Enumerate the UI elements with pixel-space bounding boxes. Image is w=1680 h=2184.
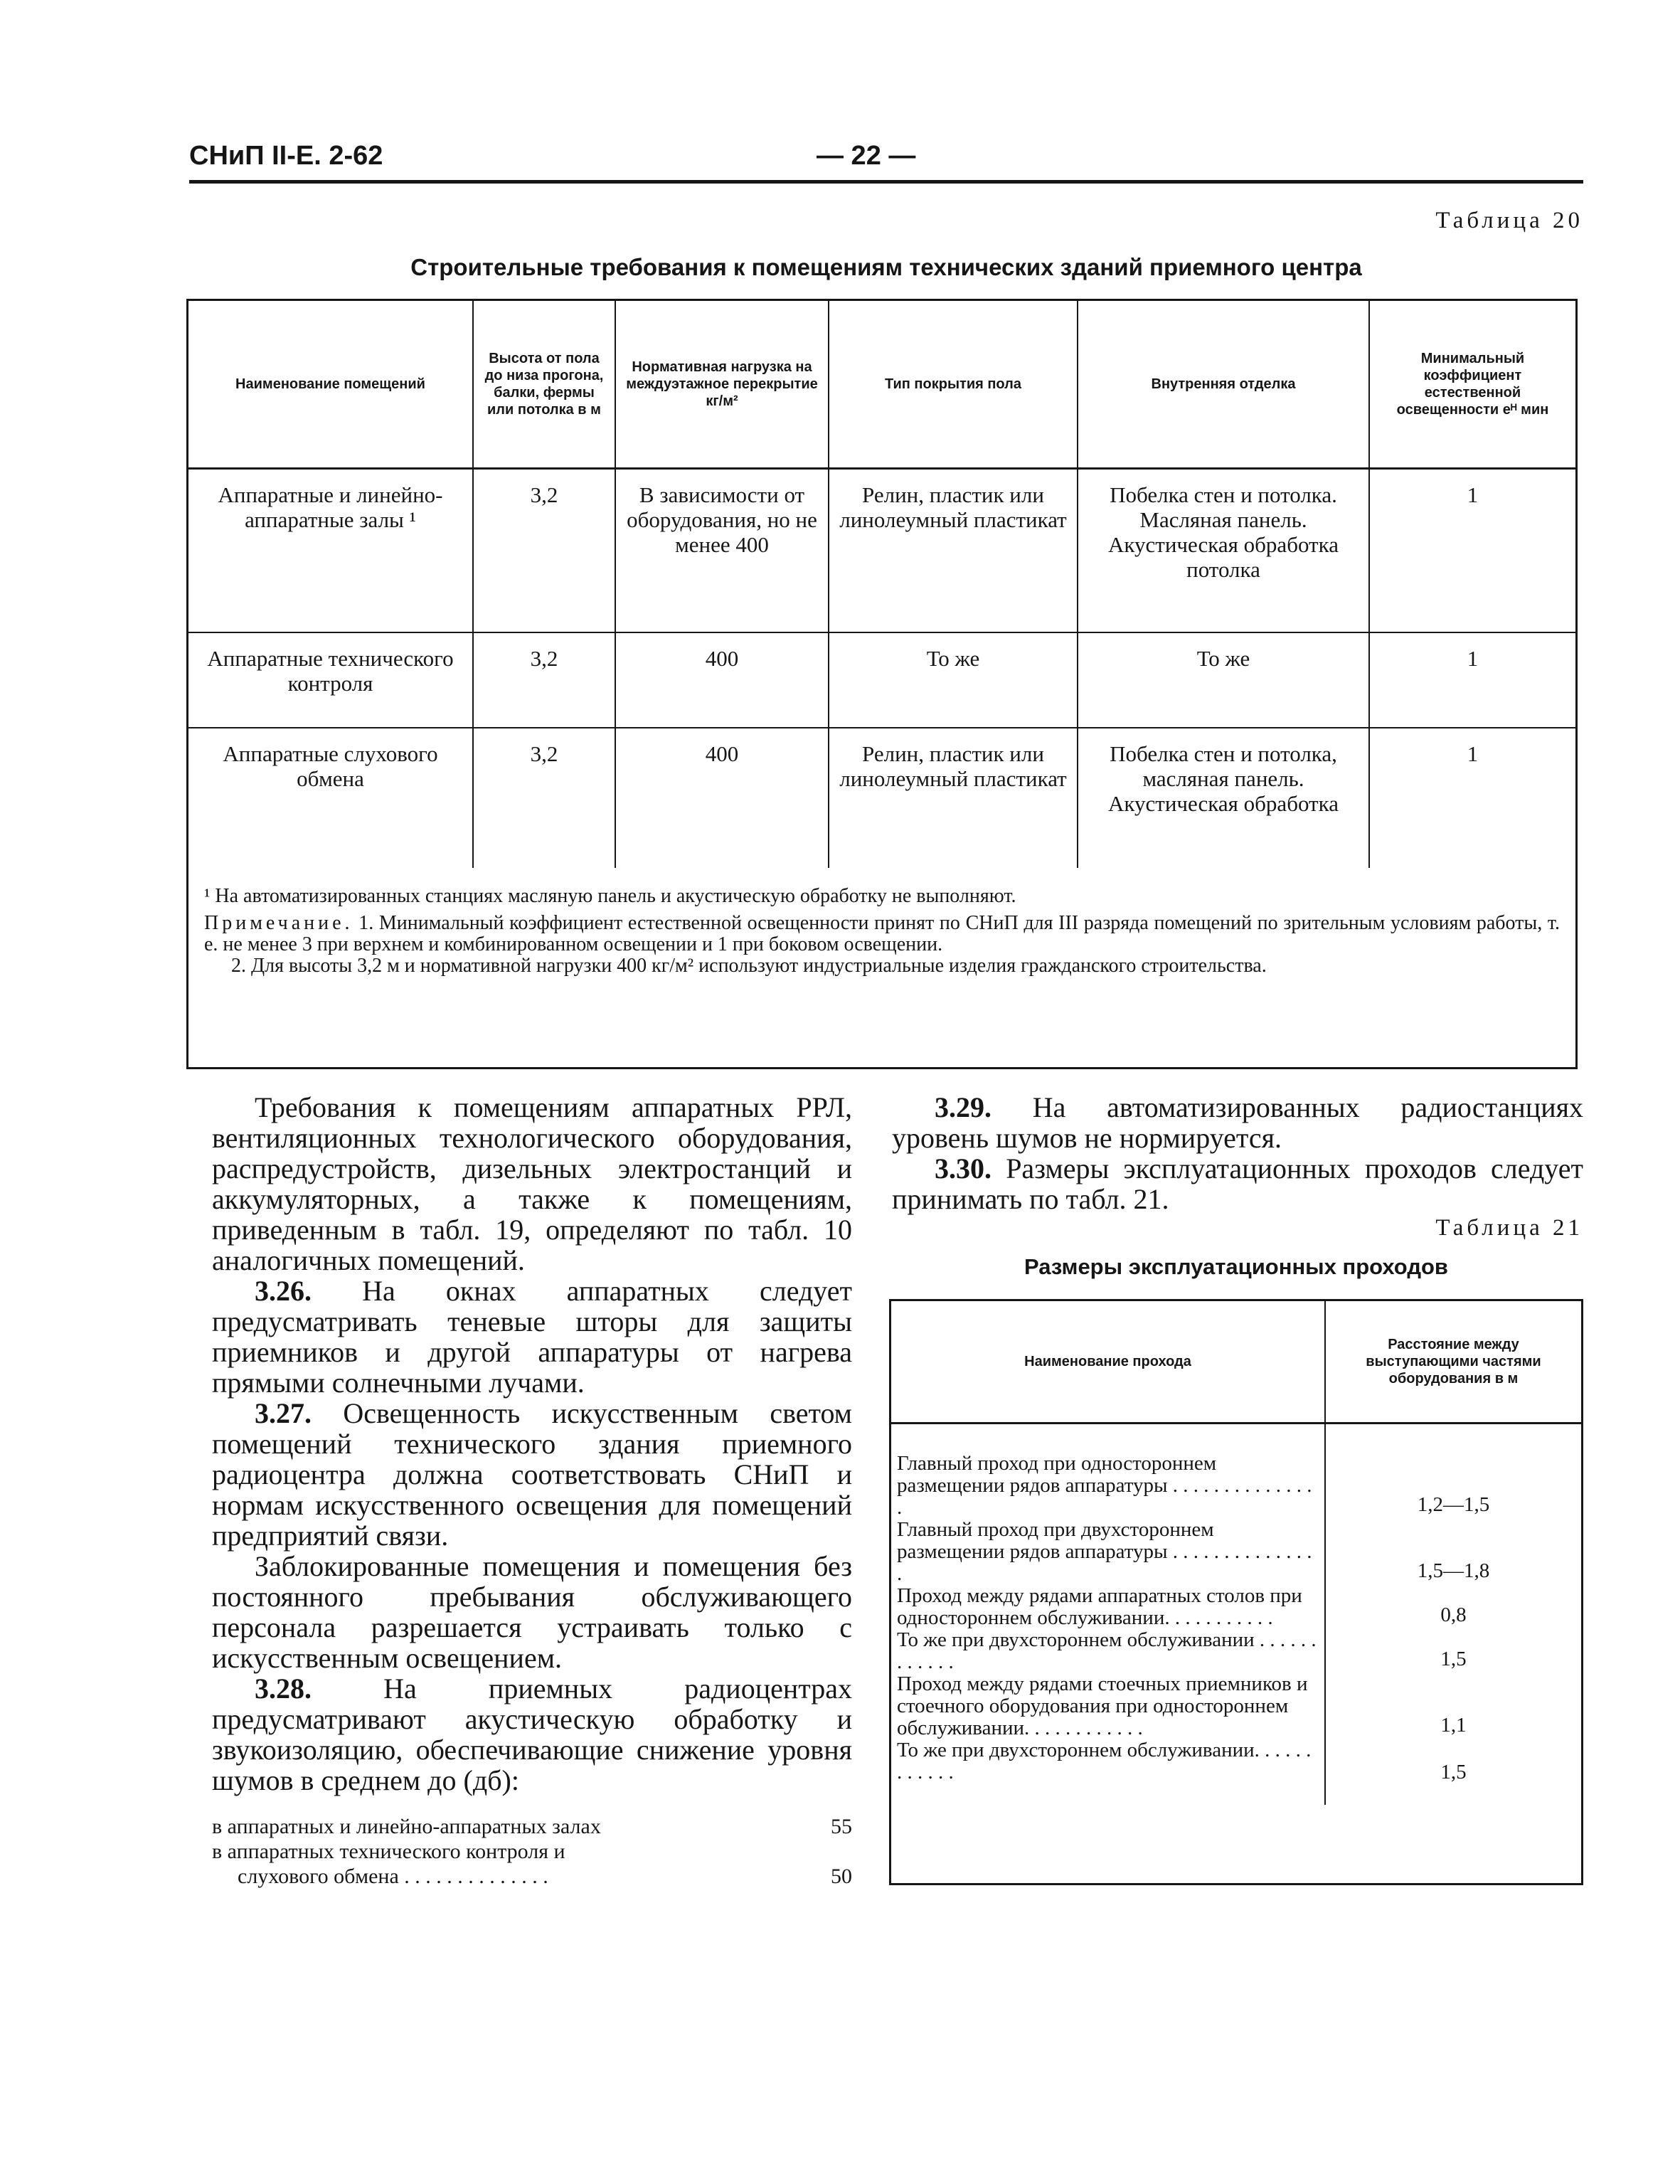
list-item-label: слухового обмена . . . . . . . . . . . . . . [238, 1865, 548, 1888]
table-cell: 3,2 [473, 632, 615, 728]
table-cell: 1,1 [1325, 1673, 1581, 1739]
clause-number: 3.28. [255, 1673, 312, 1705]
list-item-label: в аппаратных и линейно-аппаратных залах [212, 1815, 601, 1838]
table-cell: 0,8 [1325, 1585, 1581, 1629]
table20-header-cell: Нормативная нагрузка на междуэтажное перекрытие кг/м² [615, 301, 829, 469]
table-row [188, 728, 1575, 868]
table20 [188, 301, 1575, 868]
clause-text: На автоматизированных радиостанциях уровень шумов не нормируется. [892, 1091, 1584, 1154]
table-row [188, 469, 1575, 633]
table21-title: Размеры эксплуатационных проходов [1024, 1254, 1448, 1279]
table21 [891, 1301, 1581, 1805]
paragraph-3-27 [212, 1398, 852, 1551]
table20-note2: 2. Для высоты 3,2 м и нормативной нагрузки 400 кг/м² используют индустриальные изделия гражданского строительства. [231, 955, 1267, 977]
paragraph: Требования к помещениям аппаратных РРЛ, вентиляционных технологического оборудования, распредустройств, дизельных электростанций и аккумуляторных, а также к помещениям, приведенным в табл. 19, определяют по табл. 10 аналогичных помещений. [212, 1091, 852, 1276]
table20-header-cell: Высота от пола до низа прогона, балки, фермы или потолка в м [473, 301, 615, 469]
table-cell: 1,5 [1325, 1739, 1581, 1805]
table20-header-row [188, 301, 1575, 469]
table-cell: 400 [615, 632, 829, 728]
table-row [891, 1519, 1581, 1585]
table-cell: Побелка стен и потолка. Масляная панель. Акустическая обработка потолка [1078, 469, 1369, 633]
table-cell: Проход между рядами аппаратных столов при одностороннем обслуживании. . . . . . . . . . . [897, 1584, 1302, 1629]
table-cell: То же [1078, 632, 1369, 728]
table-cell: 3,2 [473, 469, 615, 633]
clause-number: 3.30. [935, 1152, 991, 1184]
paragraph-3-26 [212, 1276, 852, 1398]
table-cell: Побелка стен и потолка, масляная панель. Акустическая обработка [1078, 728, 1369, 868]
table21-header-cell: Наименование прохода [891, 1301, 1325, 1424]
table20-header-cell: Тип покрытия пола [829, 301, 1078, 469]
table-cell: 1 [1369, 632, 1575, 728]
note1-text: 1. Минимальный коэффициент естественной освещенности принят по СНиП для III разряда помещений по зрительным условиям работы, т. е. не менее 3 при верхнем и комбинированном освещении и 1 при боковом освещении. [204, 912, 1560, 955]
table-row [891, 1585, 1581, 1629]
paragraph-3-29 [892, 1092, 1583, 1153]
table-row [891, 1424, 1581, 1520]
clause-number: 3.26. [255, 1275, 312, 1307]
table20-note1 [204, 913, 1560, 955]
list-item [212, 1814, 852, 1839]
paragraph-3-30 [892, 1153, 1583, 1214]
paragraph-3-28 [212, 1673, 852, 1796]
table-cell: Аппаратные слухового обмена [223, 741, 438, 791]
list-item-label: в аппаратных технического контроля и [212, 1840, 565, 1863]
table-cell: 1,5 [1325, 1629, 1581, 1673]
list-item [212, 1839, 852, 1864]
table-cell: 1 [1369, 728, 1575, 868]
list-item-value: 50 [831, 1865, 852, 1888]
table-cell: Главный проход при одностороннем размещении рядов аппаратуры . . . . . . . . . . . . . . . [897, 1452, 1312, 1519]
table20-title: Строительные требования к помещениям технических зданий приемного центра [410, 254, 1362, 280]
table21-frame [889, 1299, 1583, 1885]
table-row [891, 1673, 1581, 1739]
table-cell: Проход между рядами стоечных приемников и стоечного оборудования при одностороннем обслуживании. . . . . . . . . . . . [897, 1673, 1308, 1739]
table-cell: То же [829, 632, 1078, 728]
noise-levels-list [212, 1814, 852, 1889]
table20-label: Таблица 20 [1435, 208, 1583, 233]
table-cell: 1,5—1,8 [1325, 1519, 1581, 1585]
table-cell: Релин, пластик или линолеумный пластикат [829, 728, 1078, 868]
table-cell: Релин, пластик или линолеумный пластикат [829, 469, 1078, 633]
table-row [891, 1629, 1581, 1673]
clause-text: Освещенность искусственным светом помещений технического здания приемного радиоцентра должна соответствовать СНиП и нормам искусственного освещения для помещений предприятий связи. [212, 1397, 852, 1552]
table-cell: 1,2—1,5 [1325, 1424, 1581, 1520]
note-label: Примечание. [204, 912, 353, 934]
table-cell: То же при двухстороннем обслуживании . . . . . . . . . . . . [897, 1628, 1317, 1673]
table20-footnote: ¹ На автоматизированных станциях масляную панель и акустическую обработку не выполняют. [204, 885, 1016, 907]
table-cell: Аппаратные технического контроля [188, 632, 473, 728]
page-number: — 22 — [817, 141, 916, 171]
clause-text: На окнах аппаратных следует предусматривать теневые шторы для защиты приемников и другой аппаратуры от нагрева прямыми солнечными лучами. [212, 1275, 852, 1399]
table20-frame [186, 299, 1578, 1069]
list-item [212, 1864, 852, 1889]
paragraph: Заблокированные помещения и помещения без постоянного пребывания обслуживающего персонала разрешается устраивать только с искусственным освещением. [212, 1550, 852, 1674]
table-cell: 1 [1369, 469, 1575, 633]
left-column [212, 1092, 852, 1889]
clause-number: 3.29. [935, 1091, 991, 1123]
table21-header-row [891, 1301, 1581, 1424]
table-row [188, 632, 1575, 728]
table21-header-cell: Расстояние между выступающими частями оборудования в м [1325, 1301, 1581, 1424]
list-item-value: 55 [831, 1815, 852, 1838]
right-column [892, 1092, 1583, 1214]
table21-label: Таблица 21 [1435, 1215, 1583, 1241]
table-row [891, 1739, 1581, 1805]
table-cell: 400 [615, 728, 829, 868]
table20-notes [204, 886, 1560, 977]
table20-header-cell: Наименование помещений [188, 301, 473, 469]
table-cell: В зависимости от оборудования, но не менее 400 [615, 469, 829, 633]
table-cell: Аппаратные и линейно-аппаратные залы ¹ [188, 469, 473, 633]
table20-header-cell: Минимальный коэффициент естественной освещенности eᴴ мин [1369, 301, 1575, 469]
document-code: СНиП II-Е. 2-62 [189, 141, 383, 171]
header-rule [189, 180, 1583, 184]
clause-text: На приемных радиоцентрах предусматривают акустическую обработку и звукоизоляцию, обеспечивающие снижение уровня шумов в среднем до (дб): [212, 1673, 853, 1796]
clause-text: Размеры эксплуатационных проходов следует принимать по табл. 21. [892, 1152, 1584, 1215]
table-cell: 3,2 [473, 728, 615, 868]
table-cell: То же при двухстороннем обслуживании. . . . . . . . . . . . [897, 1739, 1312, 1783]
clause-number: 3.27. [255, 1397, 312, 1429]
table20-header-cell: Внутренняя отделка [1078, 301, 1369, 469]
table-cell: Главный проход при двухстороннем размещении рядов аппаратуры . . . . . . . . . . . . . . . [897, 1518, 1312, 1585]
